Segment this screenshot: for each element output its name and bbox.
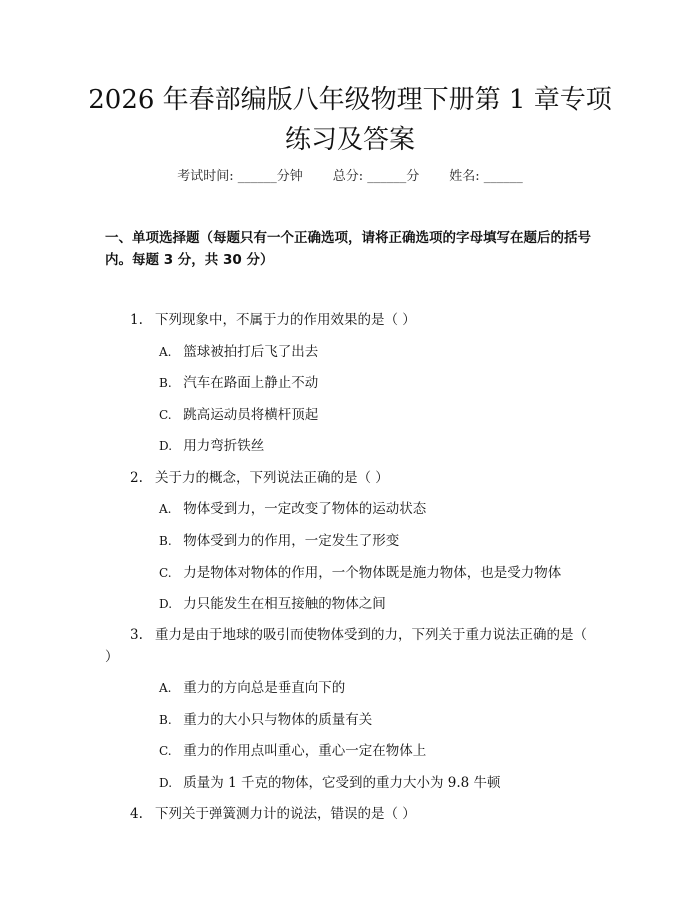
- option-letter: D.: [159, 776, 173, 790]
- document-title: [60, 80, 640, 160]
- option-letter: B.: [159, 534, 172, 548]
- question-2-option-a: [159, 498, 599, 520]
- option-letter: A.: [159, 502, 172, 516]
- option-text: 重力的方向总是垂直向下的: [183, 680, 346, 696]
- option-text: 物体受到力的作用，一定发生了形变: [183, 533, 400, 549]
- option-text: 力是物体对物体的作用，一个物体既是施力物体，也是受力物体: [183, 565, 562, 581]
- option-text: 力只能发生在相互接触的物体之间: [183, 596, 386, 612]
- question-2-option-b: [159, 530, 599, 552]
- question-4: [105, 803, 595, 825]
- question-2-option-c: [159, 562, 599, 584]
- option-text: 重力的作用点叫重心，重心一定在物体上: [183, 743, 427, 759]
- total-score: 总分: ______分: [332, 169, 420, 184]
- question-1-option-c: [159, 404, 599, 426]
- question-3-option-a: [159, 677, 599, 699]
- option-text: 汽车在路面上静止不动: [183, 375, 319, 391]
- option-letter: C.: [159, 566, 172, 580]
- option-letter: C.: [159, 744, 172, 758]
- question-number: 4.: [130, 806, 143, 822]
- question-3-option-c: [159, 740, 599, 762]
- question-number: 3.: [130, 627, 143, 643]
- question-1-option-d: [159, 435, 599, 457]
- option-letter: B.: [159, 376, 172, 390]
- question-3-option-b: [159, 709, 599, 731]
- question-2-option-d: [159, 593, 599, 615]
- option-letter: B.: [159, 713, 172, 727]
- option-text: 篮球被拍打后飞了出去: [183, 344, 319, 360]
- option-text: 跳高运动员将横杆顶起: [183, 407, 319, 423]
- option-text: 质量为 1 千克的物体，它受到的重力大小为 9.8 牛顿: [183, 775, 501, 791]
- exam-time: 考试时间: ______分钟: [177, 169, 303, 184]
- question-text: 重力是由于地球的吸引而使物体受到的力，下列关于重力说法正确的是（ ）: [105, 627, 587, 665]
- question-text: 下列现象中，不属于力的作用效果的是（ ）: [155, 312, 416, 328]
- option-letter: A.: [159, 681, 172, 695]
- option-text: 重力的大小只与物体的质量有关: [183, 712, 373, 728]
- question-2: [105, 467, 595, 489]
- question-number: 1.: [130, 312, 143, 328]
- question-number: 2.: [130, 470, 143, 486]
- option-letter: D.: [159, 597, 173, 611]
- question-1-option-a: [159, 341, 599, 363]
- exam-info: [0, 167, 700, 187]
- question-3-option-d: [159, 772, 599, 794]
- question-text: 关于力的概念，下列说法正确的是（ ）: [155, 470, 389, 486]
- option-letter: D.: [159, 439, 173, 453]
- option-letter: C.: [159, 408, 172, 422]
- question-1-option-b: [159, 372, 599, 394]
- option-text: 物体受到力，一定改变了物体的运动状态: [183, 501, 427, 517]
- title-line-1: 2026 年春部编版八年级物理下册第 1 章专项: [88, 85, 612, 115]
- question-3: [105, 624, 595, 668]
- option-text: 用力弯折铁丝: [183, 438, 265, 454]
- title-line-2: 练习及答案: [284, 125, 415, 155]
- student-name: 姓名: ______: [449, 169, 523, 184]
- question-1: [105, 309, 595, 331]
- option-letter: A.: [159, 345, 172, 359]
- question-text: 下列关于弹簧测力计的说法，错误的是（ ）: [155, 806, 416, 822]
- section-heading: 一、单项选择题（每题只有一个正确选项，请将正确选项的字母填写在题后的括号内。每题 3 分，共 30 分）: [105, 230, 591, 268]
